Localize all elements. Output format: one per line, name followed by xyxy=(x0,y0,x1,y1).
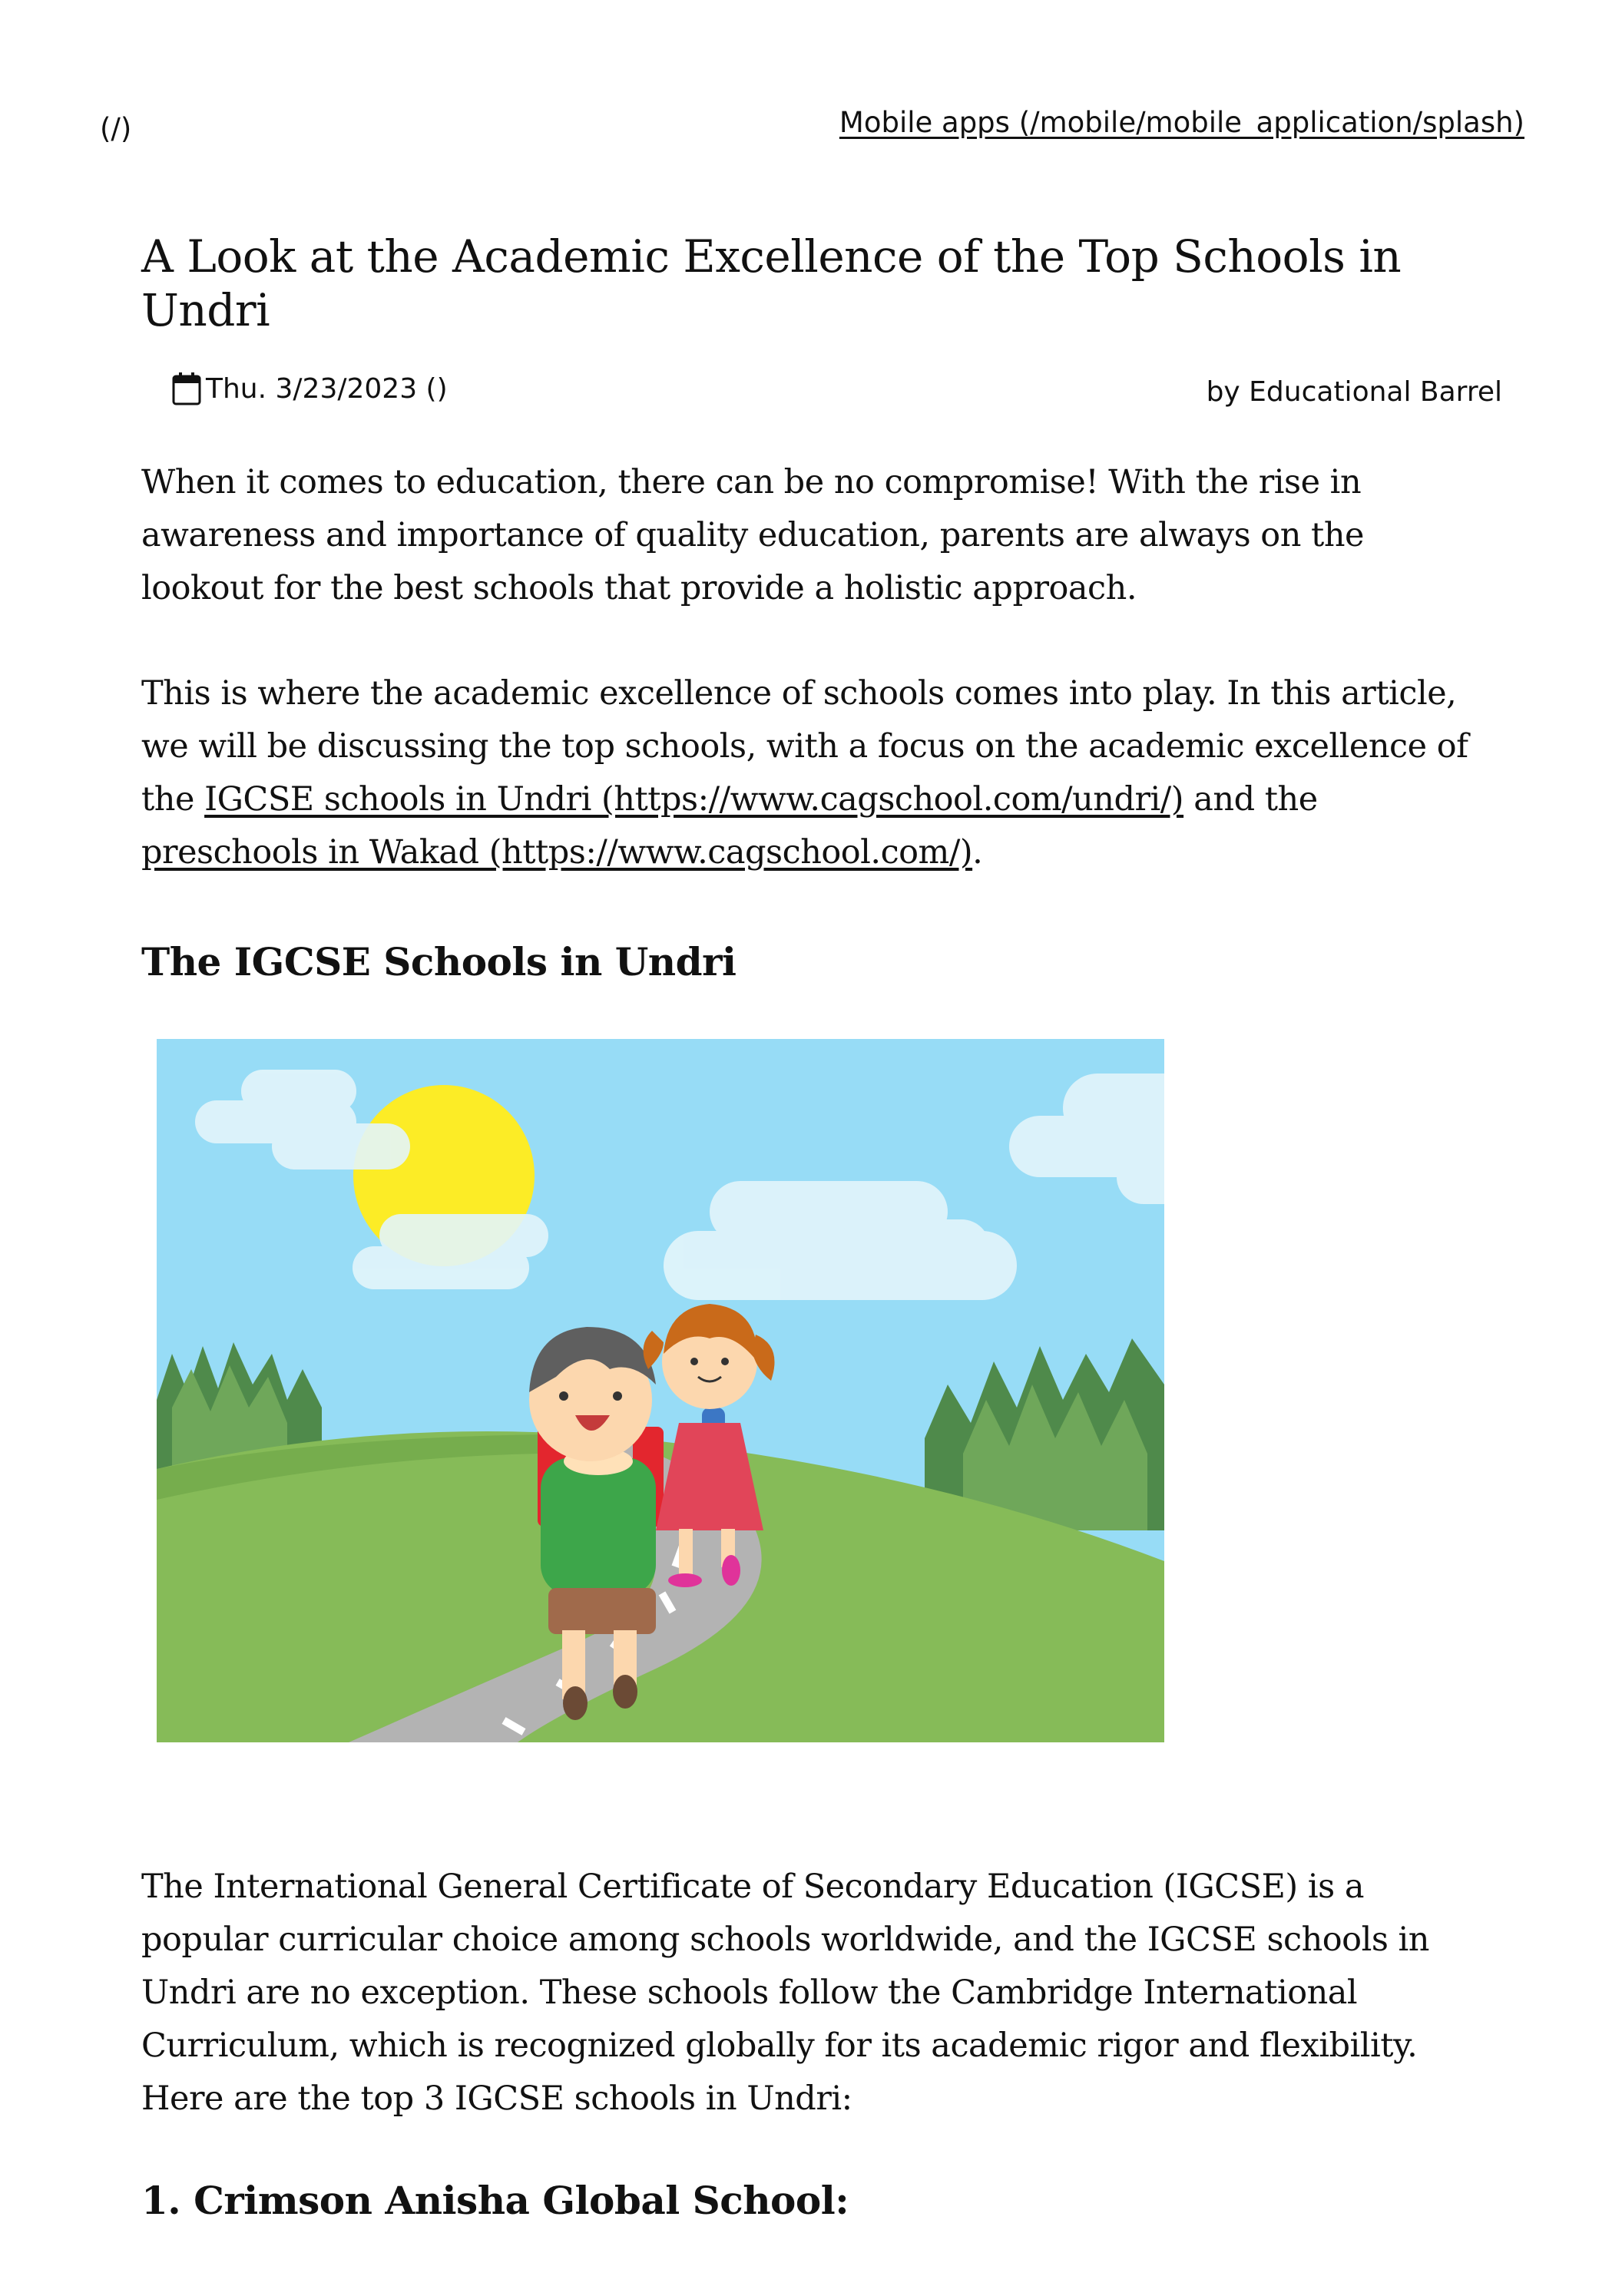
article xyxy=(141,230,1502,2224)
preschools-wakad-link[interactable]: preschools in Wakad (https://www.cagschool.com/) xyxy=(141,833,973,872)
post-author: by Educational Barrel xyxy=(1206,376,1502,409)
illustration-wrapper xyxy=(141,985,1493,1830)
igcse-schools-undri-link[interactable]: IGCSE schools in Undri (https://www.cagschool.com/undri/) xyxy=(204,780,1184,819)
mobile-apps-link[interactable]: Mobile apps (/mobile/mobile_application/splash) xyxy=(839,106,1524,139)
children-walking-illustration xyxy=(157,1039,1164,1742)
top-navigation xyxy=(100,106,1522,152)
subheading-crimson-anisha: 1. Crimson Anisha Global School: xyxy=(141,2178,849,2224)
post-date-text: Thu. 3/23/2023 () xyxy=(206,372,448,405)
igcse-paragraph: The International General Certificate of Secondary Education (IGCSE) is a popular curricular choice among schools worldwide, and the IGCSE schools in Undri are no exception. These schools follow the Cambridge International Curriculum, which is recognized globally for its academic rigor and flexibility. Here are the top 3 IGCSE schools in Undri: xyxy=(141,1868,1429,2119)
post-date xyxy=(172,372,448,405)
home-link[interactable]: (/) xyxy=(100,112,132,145)
calendar-icon xyxy=(172,372,201,405)
second-paragraph-text-a: This is where the academic excellence of schools comes into play. In this article, we will be discussing the top schools, with a focus on the academic excellence of the xyxy=(141,674,1468,819)
second-paragraph-text-b: and the xyxy=(1183,780,1318,819)
second-paragraph-text-c: . xyxy=(972,833,983,872)
second-paragraph xyxy=(141,667,1493,879)
article-meta xyxy=(141,372,1502,418)
page-title: A Look at the Academic Excellence of the Top Schools in Undri xyxy=(141,230,1402,336)
section-heading: The IGCSE Schools in Undri xyxy=(141,939,737,985)
intro-paragraph: When it comes to education, there can be no compromise! With the rise in awareness and importance of quality education, parents are always on the lookout for the best schools that provide a holistic approach. xyxy=(141,463,1364,608)
